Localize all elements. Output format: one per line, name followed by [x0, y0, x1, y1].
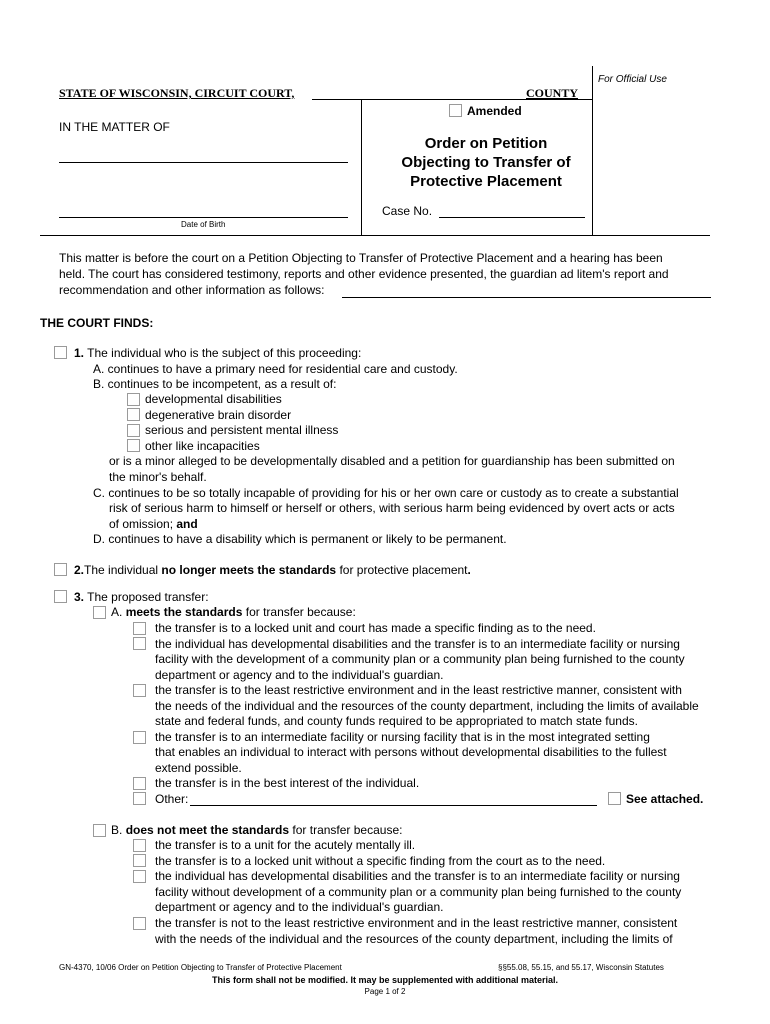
mental-illness-checkbox[interactable] [127, 424, 140, 437]
reason-b4-line-1: the transfer is not to the least restrictive environment and in the least restrictive manner, consistent [155, 916, 678, 930]
reason-b3-line-1: the individual has developmental disabilities and the transfer is to an intermediate facility or nursing [155, 869, 680, 883]
reason-a1: the transfer is to a locked unit and court has made a specific finding as to the need. [155, 621, 596, 635]
finding-1-checkbox[interactable] [54, 346, 67, 359]
reason-b3-line-3: department or agency and to the individual's guardian. [155, 900, 444, 914]
reason-b2: the transfer is to a locked unit without a specific finding from the court as to the need. [155, 854, 606, 868]
finding-2 [74, 563, 471, 577]
court-finds-heading: THE COURT FINDS: [40, 316, 154, 330]
header-bottom-rule [40, 235, 710, 236]
reason-other-label: Other: [155, 792, 189, 806]
option-developmental-disabilities: developmental disabilities [145, 392, 282, 406]
meets-standards-heading [111, 605, 356, 619]
case-no-label: Case No. [382, 204, 433, 218]
minor-line-1: or is a minor alleged to be developmentally disabled and a petition for guardianship has been submitted on [109, 454, 675, 468]
reason-other-checkbox[interactable] [133, 792, 146, 805]
not-meet-letter: B. [111, 823, 123, 837]
finding-1b: B. continues to be incompetent, as a result of: [93, 377, 337, 391]
footer-form-id: GN-4370, 10/06 Order on Petition Objecting to Transfer of Protective Placement [59, 963, 342, 972]
finding-2-post: for protective placement [339, 563, 468, 577]
finding-1d: D. continues to have a disability which is permanent or likely to be permanent. [93, 532, 507, 546]
court-caption: STATE OF WISCONSIN, CIRCUIT COURT, [59, 86, 295, 100]
finding-1-text: The individual who is the subject of this proceeding: [87, 346, 362, 360]
other-info-line[interactable] [342, 297, 711, 298]
dob-line[interactable] [59, 217, 348, 218]
does-not-meet-checkbox[interactable] [93, 824, 106, 837]
minor-line-2: the minor's behalf. [109, 470, 207, 484]
reason-b3-line-2: facility without development of a community plan or a community plan being furnished to the county [155, 885, 682, 899]
option-mental-illness: serious and persistent mental illness [145, 423, 339, 437]
reason-a2-line-1: the individual has developmental disabilities and the transfer is to an intermediate facility or nursing [155, 637, 680, 651]
dob-label: Date of Birth [181, 220, 226, 229]
finding-1c-line-2: risk of serious harm to himself or herself or others, with serious harm being evidenced by overt acts or acts [109, 501, 675, 515]
reason-a5-checkbox[interactable] [133, 777, 146, 790]
footer-statutes: §§55.08, 55.15, and 55.17, Wisconsin Statutes [498, 963, 664, 972]
finding-1c-line-3 [109, 517, 198, 531]
form-title-line-2: Objecting to Transfer of [401, 154, 571, 171]
reason-a3-line-3: state and federal funds, and county funds required to be appropriated to match state funds. [155, 714, 638, 728]
not-meet-bold: does not meet the standards [125, 823, 290, 837]
finding-1c-omission: of omission; [109, 517, 174, 531]
other-reason-line[interactable] [190, 805, 597, 806]
meets-post: for transfer because: [245, 605, 356, 619]
see-attached-checkbox[interactable] [608, 792, 621, 805]
finding-3-checkbox[interactable] [54, 590, 67, 603]
reason-a5: the transfer is in the best interest of the individual. [155, 776, 420, 790]
reason-a2-line-3: department or agency and to the individual's guardian. [155, 668, 444, 682]
degenerative-brain-disorder-checkbox[interactable] [127, 408, 140, 421]
meets-standards-checkbox[interactable] [93, 606, 106, 619]
finding-3-text: The proposed transfer: [87, 590, 209, 604]
reason-a4-line-1: the transfer is to an intermediate facility or nursing facility that is in the most integrated setting [155, 730, 650, 744]
reason-b3-checkbox[interactable] [133, 870, 146, 883]
reason-b1: the transfer is to a unit for the acutely mentally ill. [155, 838, 416, 852]
caption-rule [361, 99, 592, 100]
reason-a1-checkbox[interactable] [133, 622, 146, 635]
reason-b4-checkbox[interactable] [133, 917, 146, 930]
intro-line-1: This matter is before the court on a Petition Objecting to Transfer of Protective Placement and a hearing has been [59, 251, 663, 265]
amended-checkbox[interactable] [449, 104, 462, 117]
option-other-incapacities: other like incapacities [145, 439, 260, 453]
finding-2-checkbox[interactable] [54, 563, 67, 576]
reason-a4-line-2: that enables an individual to interact with persons without developmental disabilities to the fullest [155, 745, 667, 759]
reason-b2-checkbox[interactable] [133, 854, 146, 867]
reason-a4-line-3: extend possible. [155, 761, 242, 775]
reason-b4-line-2: with the needs of the individual and the resources of the county department, including the limits of [155, 932, 673, 946]
intro-line-2: held. The court has considered testimony, reports and other evidence presented, the guardian ad litem's report and [59, 267, 669, 281]
finding-2-pre: The individual [84, 563, 159, 577]
case-no-line[interactable] [439, 217, 585, 218]
reason-a4-checkbox[interactable] [133, 731, 146, 744]
finding-2-number: 2. [74, 563, 85, 577]
not-meet-post: for transfer because: [292, 823, 403, 837]
meets-bold: meets the standards [125, 605, 243, 619]
county-label: COUNTY [526, 86, 579, 100]
reason-a3-line-1: the transfer is to the least restrictive environment and in the least restrictive manner, consistent with [155, 683, 682, 697]
does-not-meet-heading [111, 823, 402, 837]
footer-page-number: Page 1 of 2 [364, 987, 406, 996]
form-title-line-3: Protective Placement [410, 173, 562, 190]
reason-b1-checkbox[interactable] [133, 839, 146, 852]
finding-3 [74, 590, 209, 604]
form-title-line-1: Order on Petition [424, 135, 548, 152]
developmental-disabilities-checkbox[interactable] [127, 393, 140, 406]
amended-label: Amended [467, 104, 522, 118]
finding-1-number: 1. [74, 346, 85, 360]
finding-1c-line-1: C. continues to be so totally incapable of providing for his or her own care or custody as to create a substantial [93, 486, 679, 500]
finding-1a: A. continues to have a primary need for residential care and custody. [93, 362, 458, 376]
official-use-label: For Official Use [598, 74, 667, 85]
reason-a2-checkbox[interactable] [133, 637, 146, 650]
form-title [376, 134, 596, 191]
matter-label: IN THE MATTER OF [59, 120, 170, 134]
reason-a2-line-2: facility with the development of a community plan or a community plan being furnished to the county [155, 652, 685, 666]
other-incapacities-checkbox[interactable] [127, 439, 140, 452]
reason-a3-checkbox[interactable] [133, 684, 146, 697]
finding-1c-and: and [176, 517, 198, 531]
footer-notice: This form shall not be modified. It may be supplemented with additional material. [211, 975, 559, 985]
option-degenerative-brain-disorder: degenerative brain disorder [145, 408, 292, 422]
caption-divider [361, 99, 362, 235]
finding-1 [74, 346, 361, 360]
reason-a3-line-2: the needs of the individual and the resources of the county department, including the limits of available [155, 699, 699, 713]
see-attached-label: See attached. [626, 792, 704, 806]
intro-line-3-text: recommendation and other information as follows: [59, 283, 325, 297]
meets-letter: A. [111, 605, 123, 619]
name-line[interactable] [59, 162, 348, 163]
finding-2-bold: no longer meets the standards [161, 563, 337, 577]
finding-2-period: . [467, 563, 471, 577]
finding-3-number: 3. [74, 590, 85, 604]
